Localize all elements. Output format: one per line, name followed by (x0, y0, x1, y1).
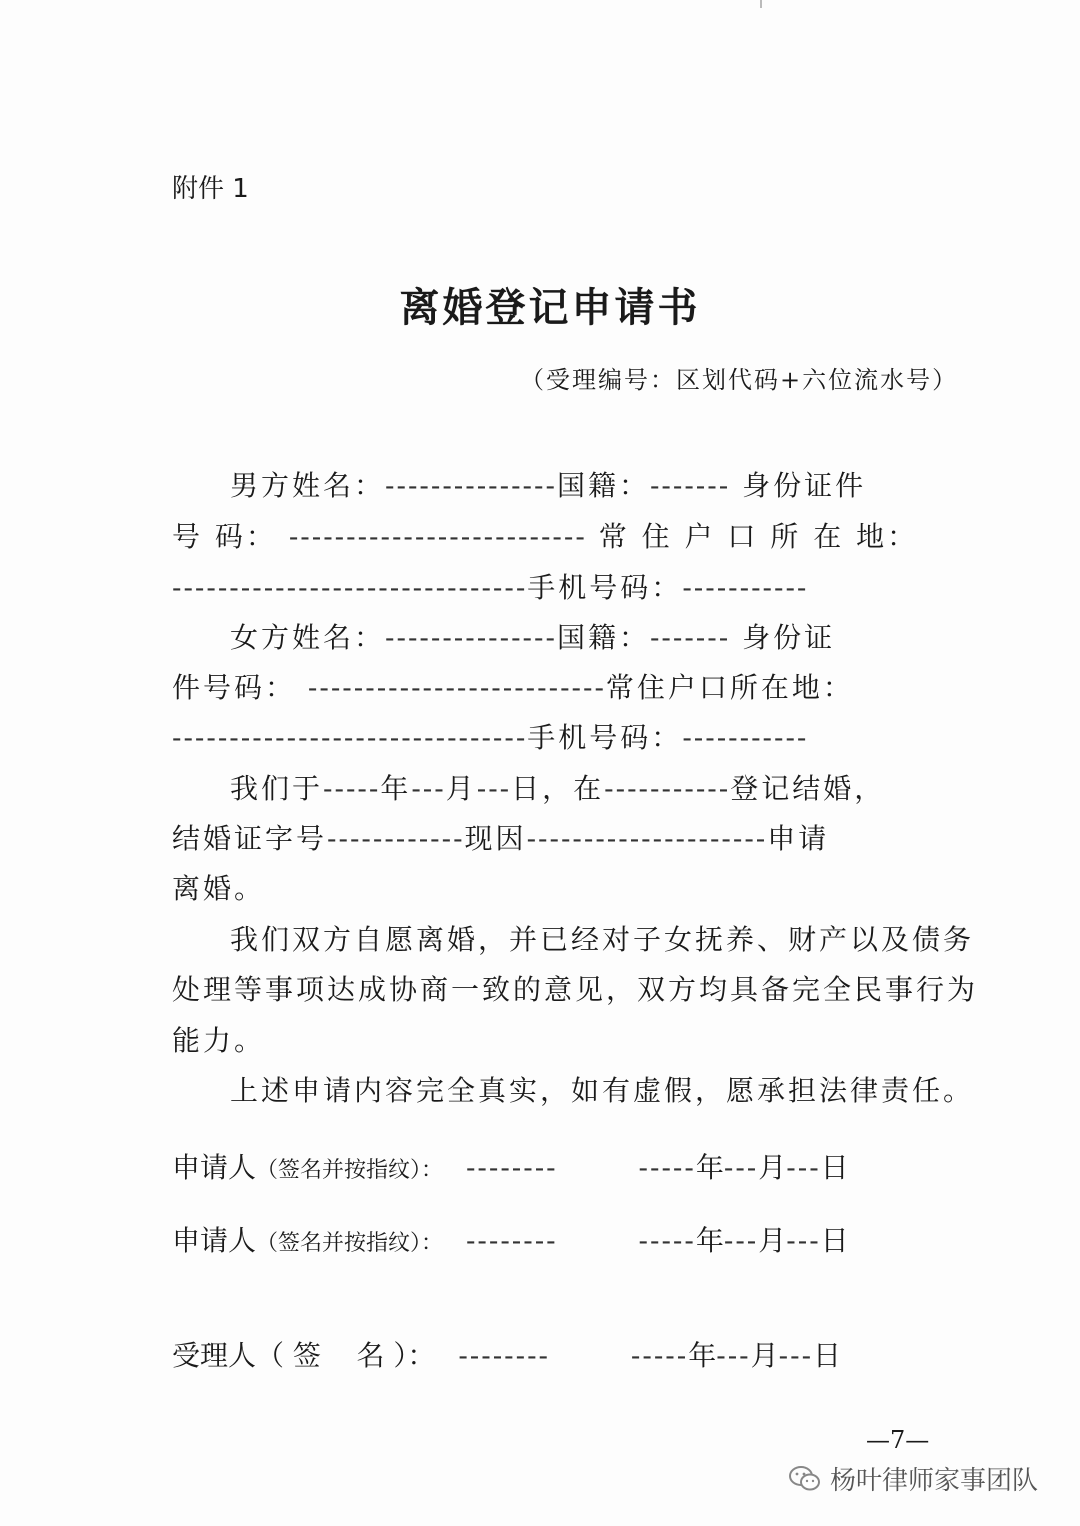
sign-year-blank: ----- (638, 1224, 696, 1257)
reason-blank: --------------------- (526, 822, 768, 855)
sign-year-blank: ----- (638, 1151, 696, 1184)
female-name-blank: --------------- (385, 621, 557, 654)
applicant-signature-1 (172, 1148, 849, 1188)
marriage-year-blank: ----- (323, 772, 381, 805)
applicant-label: 申请人 (172, 1224, 257, 1257)
year-label: 年 (688, 1339, 717, 1372)
year-label: 年 (695, 1224, 724, 1257)
female-phone-blank: ----------- (682, 721, 809, 754)
male-id-label-cont: 号 码： (172, 520, 277, 553)
marriage-month-blank: --- (411, 772, 446, 805)
male-name-label: 男方姓名： (230, 469, 386, 502)
marriage-day-blank: --- (476, 772, 512, 805)
sign-day-blank: --- (786, 1224, 821, 1257)
truth-statement: 上述申请内容完全真实，如有虚假，愿承担法律责任。 (230, 1074, 975, 1107)
wechat-icon (788, 1465, 822, 1493)
marriage-line-1 (172, 769, 924, 809)
marriage-line-2 (172, 819, 924, 859)
female-line-1 (172, 618, 924, 658)
applicant-signature-2 (172, 1221, 849, 1261)
female-nationality-blank: ------- (649, 621, 731, 654)
marriage-place-blank: ----------- (604, 772, 731, 805)
male-nationality-blank: ------- (649, 469, 731, 502)
male-phone-blank: ----------- (682, 571, 809, 604)
acceptor-blank: -------- (458, 1339, 550, 1372)
marriage-line-3: 离婚。 (172, 872, 266, 905)
apply-label: 申请 (767, 822, 830, 855)
sign-day-blank: --- (786, 1151, 821, 1184)
month-label: 月 (445, 772, 477, 805)
applicant-label: 申请人 (172, 1151, 257, 1184)
marriage-date-label: 我们于 (230, 772, 324, 805)
document-title: 离婚登记申请书 (399, 284, 701, 331)
male-residence-label: 常 住 户 口 所 在 地： (598, 520, 919, 553)
day-label: 日 (820, 1224, 849, 1257)
female-residence-label: 常住户口所在地： (605, 671, 854, 704)
female-name-label: 女方姓名： (230, 621, 386, 654)
scan-mark (760, 0, 762, 8)
sign-month-blank: --- (723, 1151, 759, 1184)
male-phone-label: 手机号码： (527, 571, 683, 604)
voluntary-line-3: 能力。 (172, 1024, 266, 1057)
accept-month-blank: --- (716, 1339, 751, 1372)
month-label: 月 (758, 1151, 787, 1184)
year-label: 年 (695, 1151, 724, 1184)
accept-day-blank: --- (778, 1339, 814, 1372)
month-label: 月 (750, 1339, 779, 1372)
applicant-note: （签名并按指纹）： (256, 1231, 444, 1256)
acceptance-note: （受理编号：区划代码+六位流水号） (520, 366, 959, 394)
signature-blank: -------- (465, 1151, 558, 1184)
acceptor-signature (172, 1336, 841, 1376)
day-label: 日 (813, 1339, 842, 1372)
male-id-blank: -------------------------- (288, 520, 587, 553)
day-label: 日，在 (511, 772, 605, 805)
male-line-3 (172, 568, 924, 608)
male-nationality-label: 国籍： (556, 469, 650, 502)
acceptor-label: 受理人（ 签 名 ）： (172, 1339, 436, 1372)
female-nationality-label: 国籍： (556, 621, 650, 654)
accept-year-blank: ----- (630, 1339, 689, 1372)
applicant-note: （签名并按指纹）： (256, 1158, 444, 1183)
day-label: 日 (820, 1151, 849, 1184)
male-name-blank: --------------- (385, 469, 557, 502)
male-id-label: 身份证件 (730, 469, 867, 502)
page-number: —7— (866, 1426, 930, 1454)
certificate-no-blank: ------------ (327, 822, 465, 855)
female-line-3 (172, 718, 924, 758)
reason-label: 现因 (464, 822, 527, 855)
female-id-blank: -------------------------- (307, 671, 606, 704)
voluntary-line-1: 我们双方自愿离婚，并已经对子女抚养、财产以及债务 (230, 923, 975, 956)
month-label: 月 (758, 1224, 787, 1257)
male-line-2 (172, 517, 924, 557)
sign-month-blank: --- (723, 1224, 759, 1257)
female-id-label-cont: 件号码： (172, 671, 297, 704)
signature-blank: -------- (465, 1224, 558, 1257)
female-phone-label: 手机号码： (527, 721, 683, 754)
female-line-2 (172, 668, 924, 708)
watermark-text: 杨叶律师家事团队 (830, 1466, 1039, 1496)
watermark (788, 1460, 1038, 1497)
year-label: 年 (380, 772, 412, 805)
female-residence-blank: ------------------------------- (172, 721, 528, 754)
attachment-label: 附件 1 (172, 174, 249, 204)
male-line-1 (172, 466, 924, 506)
certificate-no-label: 结婚证字号 (172, 822, 328, 855)
voluntary-line-2: 处理等事项达成协商一致的意见，双方均具备完全民事行为 (172, 973, 979, 1006)
female-id-label: 身份证 (730, 621, 836, 654)
registered-label: 登记结婚， (730, 772, 886, 805)
male-residence-blank: ------------------------------- (172, 571, 528, 604)
